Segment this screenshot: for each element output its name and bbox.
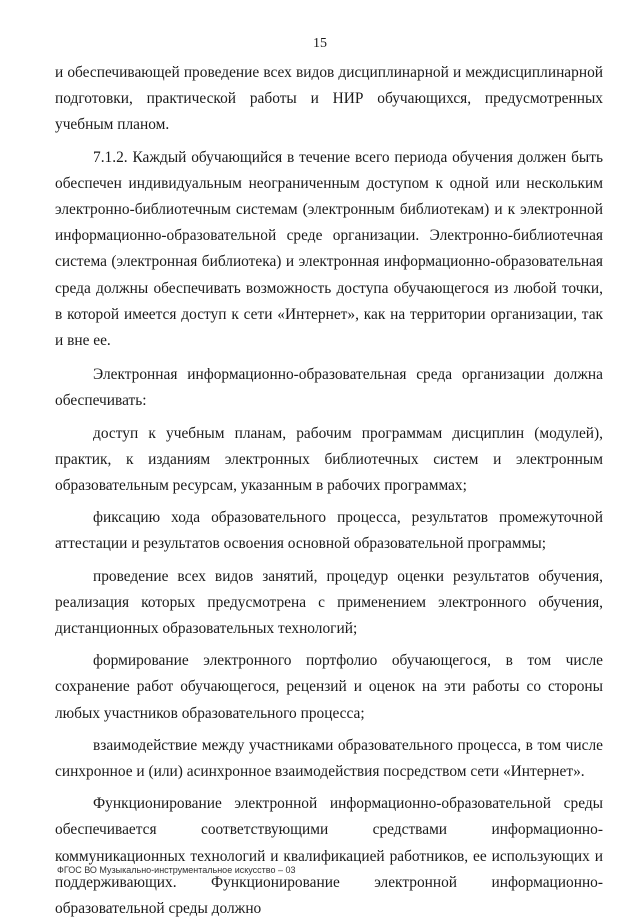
list-item-portfolio: формирование электронного портфолио обучающегося, в том числе сохранение работ обучающегося, рецензий и оценок на эти работы со стороны любых участников образовательного процесса; [55,652,603,722]
page-footer: ФГОС ВО Музыкально-инструментальное искусство – 03 [57,865,296,875]
paragraph-functioning: Функционирование электронной информационно-образовательной среды обеспечивается соответствующими средствами информационно-коммуникационных технологий и квалификацией работников, ее использующих и поддерживающих. Функционирование электронной информационно-образовательной среды должно [55,795,603,918]
document-body [55,60,603,922]
list-item-classes: проведение всех видов занятий, процедур оценки результатов обучения, реализация которых предусмотрена с применением электронного обучения, дистанционных образовательных технологий; [55,567,603,638]
list-item-access: доступ к учебным планам, рабочим программам дисциплин (модулей), практик, к изданиям электронных библиотечных систем и электронным образовательным ресурсам, указанным в рабочих программах; [55,424,603,495]
paragraph-continuation: и обеспечивающей проведение всех видов дисциплинарной и междисциплинарной подготовки, практической работы и НИР обучающихся, предусмотренных учебным планом. [55,64,603,134]
paragraph-7-1-2: 7.1.2. Каждый обучающийся в течение всего периода обучения должен быть обеспечен индивидуальным неограниченным доступом к одной или нескольким электронно-библиотечным системам (электронным библиотекам) и к электронной информационно-образовательной среде организации. Электронно-библиотечная система (электронная библиотека) и электронная информационно-образовательная среда должны обеспечивать возможность доступа обучающегося из любой точки, в которой имеется доступ к сети «Интернет», как на территории организации, так и вне ее. [55,148,603,350]
list-item-recording: фиксацию хода образовательного процесса, результатов промежуточной аттестации и результатов освоения основной образовательной программы; [55,509,603,553]
paragraph-environment-intro: Электронная информационно-образовательная среда организации должна обеспечивать: [55,366,603,410]
page-number: 15 [313,36,327,51]
list-item-interaction: взаимодействие между участниками образовательного процесса, в том числе синхронное и (или) асинхронное взаимодействия посредством сети «Интернет». [55,736,603,781]
